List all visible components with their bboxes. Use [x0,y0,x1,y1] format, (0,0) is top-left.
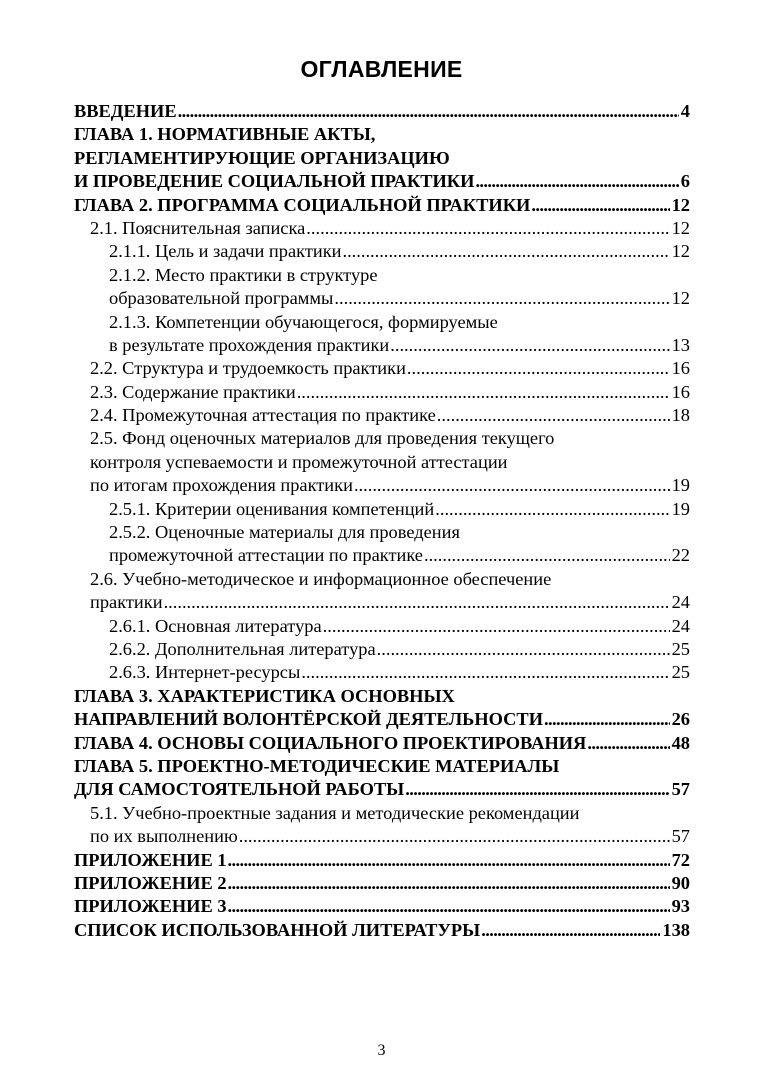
toc-entry-page: 16 [671,381,690,402]
toc-leader-dots [306,217,669,240]
toc-leader-dots [354,474,670,497]
toc-entry[interactable] [74,615,690,638]
toc-entry-page: 12 [671,241,690,262]
toc-entry-title: по итогам прохождения практики [90,475,353,496]
toc-entry-page: 6 [680,171,690,192]
toc-entry[interactable] [74,638,690,661]
toc-entry-title: 2.2. Структура и трудоемкость практики [90,358,406,379]
toc-leader-dots [424,544,670,567]
toc-entry[interactable] [74,381,690,404]
toc-leader-dots [228,872,670,895]
toc-entry-title: практики [90,592,163,613]
toc-leader-dots [475,170,678,193]
toc-leader-dots [164,591,670,614]
table-of-contents [74,100,690,942]
page-title: ОГЛАВЛЕНИЕ [300,56,463,82]
toc-entry[interactable] [74,544,690,567]
toc-entry-page: 24 [671,592,690,613]
toc-entry[interactable] [74,240,690,263]
toc-entry[interactable] [74,825,690,848]
toc-entry-page: 57 [671,779,690,800]
toc-entry[interactable] [74,311,690,334]
toc-entry-page: 72 [671,849,690,870]
toc-entry-page: 24 [671,615,690,636]
toc-entry-title: по их выполнению [90,826,238,847]
toc-leader-dots [297,381,670,404]
toc-entry-title: И ПРОВЕДЕНИЕ СОЦИАЛЬНОЙ ПРАКТИКИ [74,171,475,192]
toc-entry-page: 93 [671,896,690,917]
toc-entry-title: 2.4. Промежуточная аттестация по практике [90,405,436,426]
toc-entry[interactable] [74,451,690,474]
toc-entry[interactable] [74,895,690,918]
toc-entry-title: 2.6.2. Дополнительная литература [109,638,376,659]
toc-entry[interactable] [74,802,690,825]
toc-entry-page: 57 [671,826,690,847]
toc-entry[interactable] [74,732,690,755]
toc-entry-title: ГЛАВА 3. ХАРАКТЕРИСТИКА ОСНОВНЫХ [74,685,455,706]
toc-entry-page: 48 [671,732,690,753]
toc-entry-title: 5.1. Учебно-проектные задания и методические рекомендации [90,802,580,823]
toc-entry-page: 12 [671,194,690,215]
toc-entry-title: 2.1.3. Компетенции обучающегося, формируемые [109,311,498,332]
toc-entry[interactable] [74,568,690,591]
toc-entry-title: РЕГЛАМЕНТИРУЮЩИЕ ОРГАНИЗАЦИЮ [74,147,450,168]
toc-entry-page: 25 [671,638,690,659]
toc-entry-page: 90 [671,872,690,893]
toc-leader-dots [405,778,669,801]
toc-entry[interactable] [74,147,690,170]
toc-leader-dots [301,661,669,684]
toc-leader-dots [531,194,669,217]
toc-entry[interactable] [74,287,690,310]
toc-entry-title: ГЛАВА 2. ПРОГРАММА СОЦИАЛЬНОЙ ПРАКТИКИ [74,194,531,215]
toc-entry[interactable] [74,778,690,801]
toc-entry[interactable] [74,872,690,895]
toc-entry-title: 2.3. Содержание практики [90,381,296,402]
toc-entry[interactable] [74,919,690,942]
toc-entry-title: ПРИЛОЖЕНИЕ 1 [74,849,227,870]
toc-entry-title: ПРИЛОЖЕНИЕ 3 [74,896,227,917]
toc-entry-title: 2.6.1. Основная литература [109,615,322,636]
toc-entry[interactable] [74,194,690,217]
toc-entry-title: 2.1.1. Цель и задачи практики [109,241,342,262]
toc-entry-page: 138 [662,919,690,940]
toc-leader-dots [342,240,669,263]
toc-entry[interactable] [74,427,690,450]
toc-entry-title: ДЛЯ САМОСТОЯТЕЛЬНОЙ РАБОТЫ [74,779,405,800]
toc-entry[interactable] [74,100,690,123]
toc-entry[interactable] [74,123,690,146]
toc-entry[interactable] [74,755,690,778]
toc-entry[interactable] [74,357,690,380]
toc-leader-dots [228,849,670,872]
toc-leader-dots [239,825,670,848]
page-number: 3 [377,1042,386,1059]
toc-entry-title: контроля успеваемости и промежуточной аттестации [90,451,508,472]
toc-leader-dots [544,708,670,731]
toc-entry[interactable] [74,661,690,684]
toc-entry-title: 2.6. Учебно-методическое и информационное обеспечение [90,568,552,589]
toc-entry[interactable] [74,404,690,427]
toc-entry-title: 2.5. Фонд оценочных материалов для проведения текущего [90,428,555,449]
toc-entry-page: 19 [671,498,690,519]
toc-entry-title: ГЛАВА 1. НОРМАТИВНЫЕ АКТЫ, [74,124,376,145]
toc-leader-dots [481,919,660,942]
toc-entry-page: 13 [671,334,690,355]
toc-leader-dots [435,498,669,521]
toc-entry-title: 2.5.2. Оценочные материалы для проведения [109,522,460,543]
toc-entry[interactable] [74,708,690,731]
toc-entry-page: 12 [671,217,690,238]
toc-entry[interactable] [74,170,690,193]
toc-entry[interactable] [74,521,690,544]
toc-entry[interactable] [74,334,690,357]
toc-leader-dots [228,895,670,918]
toc-entry-page: 25 [671,662,690,683]
toc-leader-dots [178,100,679,123]
toc-entry-page: 16 [671,358,690,379]
toc-leader-dots [377,638,670,661]
toc-leader-dots [437,404,670,427]
toc-entry-title: в результате прохождения практики [109,334,390,355]
toc-entry-page: 18 [671,405,690,426]
toc-entry-title: СПИСОК ИСПОЛЬЗОВАННОЙ ЛИТЕРАТУРЫ [74,919,481,940]
toc-entry-title: 2.6.3. Интернет-ресурсы [109,662,301,683]
toc-entry-title: ГЛАВА 5. ПРОЕКТНО-МЕТОДИЧЕСКИЕ МАТЕРИАЛЫ [74,755,560,776]
toc-entry-title: 2.1.2. Место практики в структуре [109,264,378,285]
toc-entry[interactable] [74,264,690,287]
toc-entry[interactable] [74,685,690,708]
toc-entry-page: 12 [671,288,690,309]
toc-entry[interactable] [74,474,690,497]
toc-entry-page: 26 [671,709,690,730]
toc-entry[interactable] [74,217,690,240]
toc-entry-title: 2.5.1. Критерии оценивания компетенций [109,498,435,519]
toc-entry-title: ПРИЛОЖЕНИЕ 2 [74,872,227,893]
toc-leader-dots [407,357,670,380]
toc-leader-dots [334,287,669,310]
toc-entry-page: 4 [680,101,690,121]
toc-entry-page: 19 [671,475,690,496]
toc-entry[interactable] [74,498,690,521]
toc-entry-title: 2.1. Пояснительная записка [90,217,306,238]
toc-entry-page: 22 [671,545,690,566]
toc-leader-dots [323,615,670,638]
toc-entry[interactable] [74,591,690,614]
toc-leader-dots [587,732,669,755]
toc-leader-dots [390,334,669,357]
toc-entry-title: ВВЕДЕНИЕ [74,101,177,121]
toc-entry-title: промежуточной аттестации по практике [109,545,423,566]
toc-entry-title: образовательной программы [109,288,334,309]
toc-entry[interactable] [74,849,690,872]
toc-entry-title: НАПРАВЛЕНИЙ ВОЛОНТЁРСКОЙ ДЕЯТЕЛЬНОСТИ [74,709,544,730]
toc-entry-title: ГЛАВА 4. ОСНОВЫ СОЦИАЛЬНОГО ПРОЕКТИРОВАНИЯ [74,732,587,753]
